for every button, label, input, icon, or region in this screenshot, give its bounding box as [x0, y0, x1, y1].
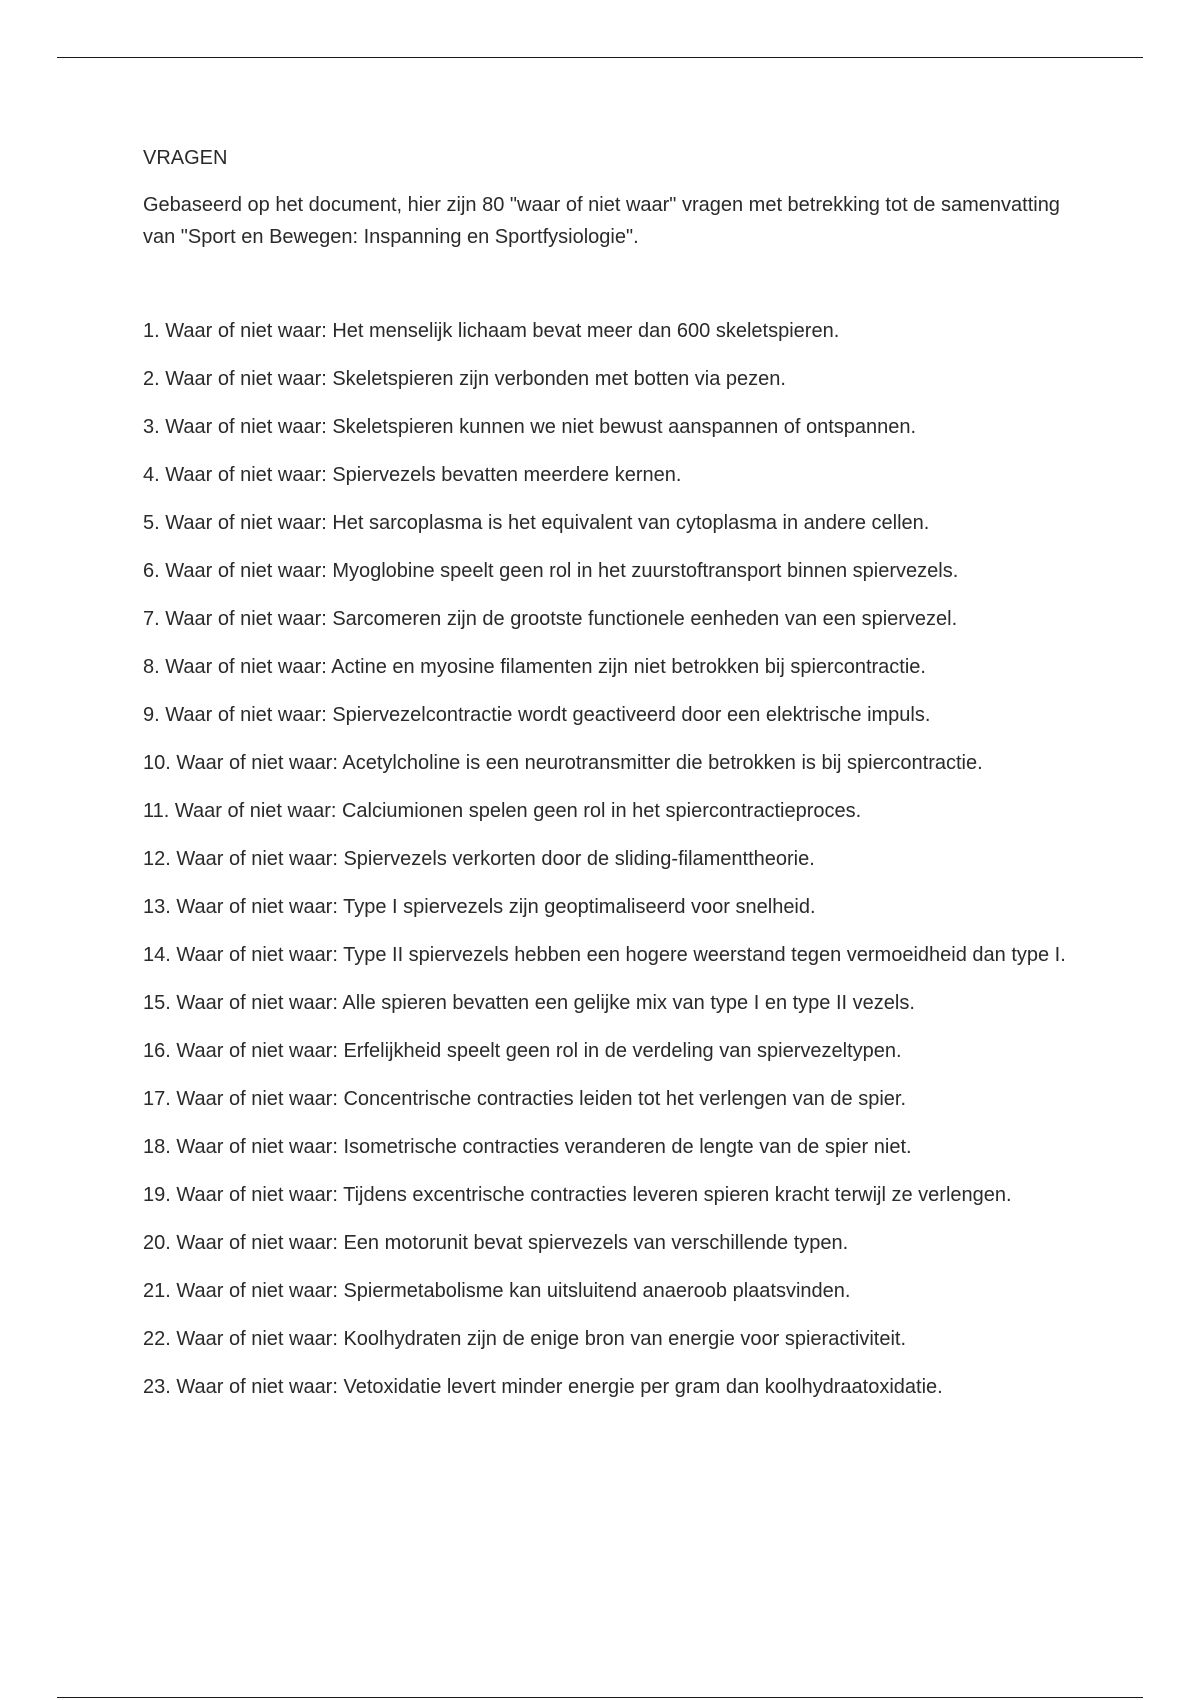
question-item: 20. Waar of niet waar: Een motorunit bevat spiervezels van verschillende typen.: [143, 1232, 849, 1254]
question-item: 5. Waar of niet waar: Het sarcoplasma is het equivalent van cytoplasma in andere cellen.: [143, 512, 930, 534]
page-heading: VRAGEN: [143, 147, 228, 169]
question-item: 13. Waar of niet waar: Type I spiervezels zijn geoptimaliseerd voor snelheid.: [143, 896, 816, 918]
question-item: 2. Waar of niet waar: Skeletspieren zijn verbonden met botten via pezen.: [143, 368, 786, 390]
question-item: 19. Waar of niet waar: Tijdens excentrische contracties leveren spieren kracht terwijl ze verlengen.: [143, 1184, 1012, 1206]
question-item: 23. Waar of niet waar: Vetoxidatie levert minder energie per gram dan koolhydraatoxidatie.: [143, 1376, 943, 1398]
question-item: 21. Waar of niet waar: Spiermetabolisme kan uitsluitend anaeroob plaatsvinden.: [143, 1280, 851, 1302]
question-item: 15. Waar of niet waar: Alle spieren bevatten een gelijke mix van type I en type II vezels.: [143, 992, 915, 1014]
top-rule: [57, 57, 1143, 58]
intro-paragraph: Gebaseerd op het document, hier zijn 80 "waar of niet waar" vragen met betrekking tot de samenvatting van "Sport en Bewegen: Inspanning en Sportfysiologie".: [143, 194, 1060, 248]
question-item: 4. Waar of niet waar: Spiervezels bevatten meerdere kernen.: [143, 464, 682, 486]
question-list: [143, 315, 1083, 1403]
question-item: 14. Waar of niet waar: Type II spiervezels hebben een hogere weerstand tegen vermoeidheid dan type I.: [143, 944, 1066, 966]
question-item: 1. Waar of niet waar: Het menselijk lichaam bevat meer dan 600 skeletspieren.: [143, 320, 840, 342]
question-item: 11. Waar of niet waar: Calciumionen spelen geen rol in het spiercontractieproces.: [143, 800, 862, 822]
question-item: 9. Waar of niet waar: Spiervezelcontractie wordt geactiveerd door een elektrische impuls.: [143, 704, 931, 726]
question-item: 12. Waar of niet waar: Spiervezels verkorten door de sliding-filamenttheorie.: [143, 848, 815, 870]
bottom-rule: [57, 1697, 1143, 1698]
question-item: 16. Waar of niet waar: Erfelijkheid speelt geen rol in de verdeling van spiervezeltypen.: [143, 1040, 902, 1062]
question-item: 10. Waar of niet waar: Acetylcholine is een neurotransmitter die betrokken is bij spiercontractie.: [143, 752, 983, 774]
document-body: [143, 144, 1083, 1419]
question-item: 6. Waar of niet waar: Myoglobine speelt geen rol in het zuurstoftransport binnen spiervezels.: [143, 560, 959, 582]
question-item: 3. Waar of niet waar: Skeletspieren kunnen we niet bewust aanspannen of ontspannen.: [143, 416, 917, 438]
question-item: 7. Waar of niet waar: Sarcomeren zijn de grootste functionele eenheden van een spiervezel.: [143, 608, 958, 630]
question-item: 22. Waar of niet waar: Koolhydraten zijn de enige bron van energie voor spieractiviteit.: [143, 1328, 907, 1350]
question-item: 17. Waar of niet waar: Concentrische contracties leiden tot het verlengen van de spier.: [143, 1088, 907, 1110]
question-item: 8. Waar of niet waar: Actine en myosine filamenten zijn niet betrokken bij spiercontractie.: [143, 656, 926, 678]
question-item: 18. Waar of niet waar: Isometrische contracties veranderen de lengte van de spier niet.: [143, 1136, 912, 1158]
